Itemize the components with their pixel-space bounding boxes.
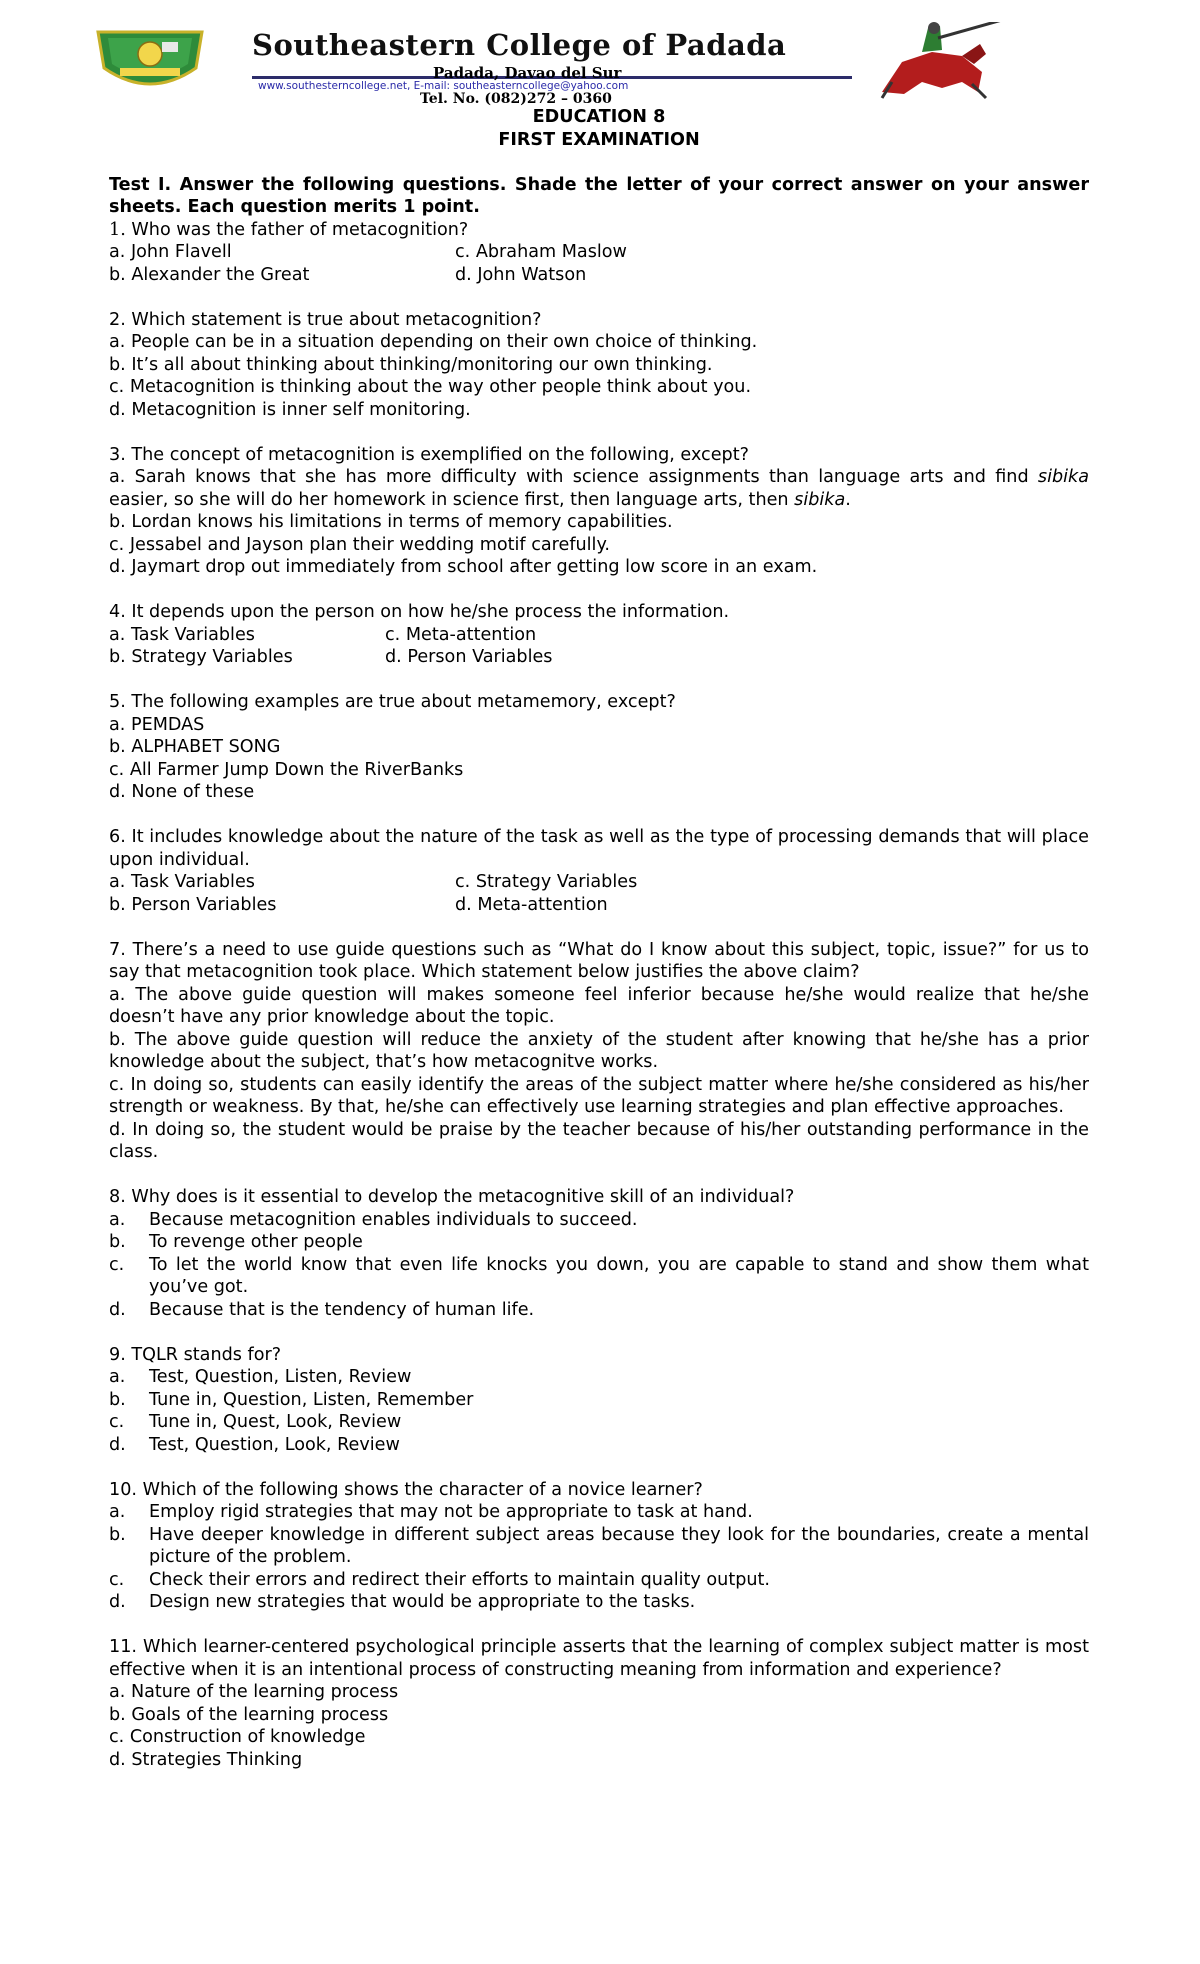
option-d <box>109 1434 1089 1457</box>
option-letter: c. <box>109 1254 125 1275</box>
option-d: d. None of these <box>109 782 255 802</box>
option-letter: b. <box>109 1524 126 1545</box>
option-letter: a. <box>109 1367 126 1387</box>
option-c: c. Jessabel and Jayson plan their wedding motif carefully. <box>109 534 610 555</box>
option-text: Check their errors and redirect their efforts to maintain quality output. <box>149 1569 771 1590</box>
option-c: c. Strategy Variables <box>455 872 638 892</box>
option-d: d. Jaymart drop out immediately from school after getting low score in an exam. <box>109 557 818 577</box>
question-1 <box>109 219 1089 242</box>
exam-content <box>109 106 1089 1771</box>
option-letter: b. <box>109 1389 126 1410</box>
question-8: 8. Why does is it essential to develop the metacognitive skill of an individual? <box>109 1187 795 1207</box>
option-a-text: easier, so she will do her homework in science first, then language arts, then <box>109 489 795 510</box>
options-row <box>109 871 1089 894</box>
option-a: a. Task Variables <box>109 624 255 645</box>
option-c <box>109 1411 1089 1434</box>
option-a: a. People can be in a situation depending on their own choice of thinking. <box>109 332 758 352</box>
college-seal-logo <box>90 28 210 96</box>
option-text: Tune in, Question, Listen, Remember <box>149 1389 474 1410</box>
letterhead <box>90 28 1020 107</box>
college-name: Southeastern College of Padada <box>252 28 787 62</box>
option-d <box>109 1591 1089 1614</box>
options-row <box>109 624 1089 647</box>
option-text: To let the world know that even life knocks you down, you are capable to stand and show them what you’ve got. <box>149 1254 1089 1297</box>
options-row <box>109 894 1089 917</box>
question-7: 7. There’s a need to use guide questions such as “What do I know about this subject, topic, issue?” for us to say that metacognition took place. Which statement below justifies the above claim? <box>109 939 1089 982</box>
option-a <box>109 1501 1089 1524</box>
option-d: d. Metacognition is inner self monitoring. <box>109 399 471 420</box>
college-address: Padada, Davao del Sur <box>433 64 622 82</box>
option-b: b. The above guide question will reduce the anxiety of the student after knowing that he/she has a prior knowledge about the subject, that’s how metacognitve works. <box>109 1029 1089 1072</box>
option-c <box>109 1254 1089 1299</box>
option-b: b. Strategy Variables <box>109 647 293 667</box>
exam-title: FIRST EXAMINATION <box>498 129 700 150</box>
option-letter: a. <box>109 1502 126 1522</box>
question-2: 2. Which statement is true about metacognition? <box>109 309 542 330</box>
option-letter: b. <box>109 1232 126 1252</box>
question-3: 3. The concept of metacognition is exemplified on the following, except? <box>109 444 749 465</box>
question-6: 6. It includes knowledge about the nature of the task as well as the type of processing demands that will place upon individual. <box>109 827 1089 870</box>
option-letter: c. <box>109 1412 125 1432</box>
option-a <box>109 466 1089 511</box>
question-text: Who was the father of metacognition? <box>131 219 469 240</box>
option-a: a. The above guide question will makes someone feel inferior because he/she would realize that he/she doesn’t have any prior knowledge about the topic. <box>109 984 1089 1027</box>
option-letter: d. <box>109 1434 126 1455</box>
option-a: a. PEMDAS <box>109 714 205 735</box>
college-telephone: Tel. No. (082)272 – 0360 <box>420 91 612 107</box>
option-a <box>109 1366 1089 1389</box>
options-row <box>109 241 1089 264</box>
test-instructions: Test I. Answer the following questions. Shade the letter of your correct answer on your answer sheets. Each question merits 1 point. <box>109 174 1089 217</box>
option-a-text: . <box>845 489 851 510</box>
option-b <box>109 1524 1089 1569</box>
option-letter: a. <box>109 1209 126 1230</box>
option-d: d. John Watson <box>455 264 587 285</box>
option-b: b. It’s all about thinking about thinking/monitoring our own thinking. <box>109 354 713 375</box>
option-text: Employ rigid strategies that may not be appropriate to task at hand. <box>149 1502 753 1522</box>
option-text: Because that is the tendency of human life. <box>149 1299 535 1320</box>
exam-subject: EDUCATION 8 <box>532 107 666 127</box>
question-11: 11. Which learner-centered psychological principle asserts that the learning of complex subject matter is most effective when it is an intentional process of constructing meaning from information and experience? <box>109 1637 1089 1680</box>
option-d: d. Person Variables <box>385 647 553 667</box>
option-text: Tune in, Quest, Look, Review <box>149 1412 402 1432</box>
options-row <box>109 646 1089 669</box>
option-a-text: a. Sarah knows that she has more difficulty with science assignments than language arts and find <box>109 467 1029 487</box>
option-b: b. Lordan knows his limitations in terms of memory capabilities. <box>109 512 673 532</box>
option-text: Have deeper knowledge in different subject areas because they look for the boundaries, create a mental picture of the problem. <box>149 1524 1089 1567</box>
option-b: b. Person Variables <box>109 894 277 915</box>
option-b <box>109 1231 1089 1254</box>
option-c: c. All Farmer Jump Down the RiverBanks <box>109 759 464 780</box>
option-text: Test, Question, Look, Review <box>149 1434 400 1455</box>
option-c: c. Metacognition is thinking about the way other people think about you. <box>109 377 752 397</box>
option-b: b. Alexander the Great <box>109 264 310 285</box>
option-b: b. ALPHABET SONG <box>109 737 281 757</box>
option-d: d. In doing so, the student would be praise by the teacher because of his/her outstanding performance in the class. <box>109 1119 1089 1162</box>
option-letter: d. <box>109 1299 126 1320</box>
option-c: c. In doing so, students can easily identify the areas of the subject matter where he/she considered as his/her strength or weakness. By that, he/she can effectively use learning strategies and plan effective approaches. <box>109 1074 1089 1117</box>
option-d <box>109 1299 1089 1322</box>
option-letter: c. <box>109 1569 125 1590</box>
question-number: 1. <box>109 219 126 240</box>
option-b: b. Goals of the learning process <box>109 1704 389 1725</box>
option-c: c. Construction of knowledge <box>109 1727 366 1747</box>
option-a: a. Nature of the learning process <box>109 1682 399 1702</box>
option-d: d. Strategies Thinking <box>109 1749 303 1770</box>
option-c: c. Abraham Maslow <box>455 242 627 262</box>
question-10: 10. Which of the following shows the character of a novice learner? <box>109 1479 703 1500</box>
option-letter: d. <box>109 1592 126 1612</box>
question-5: 5. The following examples are true about metamemory, except? <box>109 692 676 712</box>
option-text: Because metacognition enables individuals to succeed. <box>149 1209 638 1230</box>
option-text: Design new strategies that would be appropriate to the tasks. <box>149 1592 696 1612</box>
italic-word: sibika <box>794 489 846 510</box>
option-text: Test, Question, Listen, Review <box>149 1367 412 1387</box>
question-4: 4. It depends upon the person on how he/she process the information. <box>109 602 730 622</box>
option-b <box>109 1389 1089 1412</box>
italic-word: sibika <box>1037 467 1089 487</box>
option-a: a. John Flavell <box>109 242 232 262</box>
option-a <box>109 1209 1089 1232</box>
question-9: 9. TQLR stands for? <box>109 1344 282 1365</box>
college-web-email: www.southesterncollege.net, E-mail: southeasterncollege@yahoo.com <box>258 80 629 92</box>
option-c: c. Meta-attention <box>385 624 537 645</box>
options-row <box>109 264 1089 287</box>
option-text: To revenge other people <box>149 1232 363 1252</box>
option-a: a. Task Variables <box>109 872 255 892</box>
option-c <box>109 1569 1089 1592</box>
knight-on-horse-emblem <box>862 22 1012 100</box>
option-d: d. Meta-attention <box>455 894 608 915</box>
